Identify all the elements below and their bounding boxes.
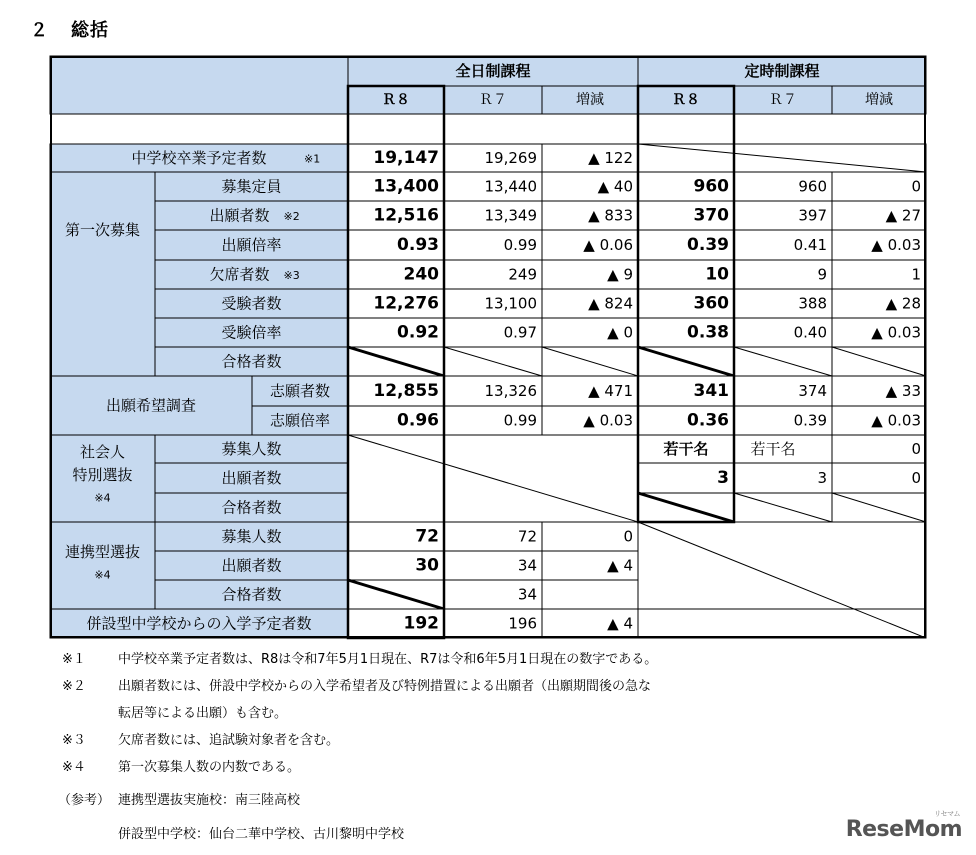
value-r7: 34: [517, 585, 537, 604]
value-r7: 若干名: [750, 440, 796, 458]
value-diff: ▲ 0.06: [583, 236, 633, 254]
empty-cell: [638, 609, 926, 638]
value-diff: ▲ 471: [588, 382, 633, 400]
value-diff: 0: [623, 527, 633, 546]
footnote-mark: ※１: [62, 652, 86, 667]
value-r7: 34: [517, 556, 537, 575]
reference-text: 連携型選抜実施校：南三陸高校: [118, 793, 301, 808]
value-diff: ▲ 833: [588, 206, 633, 225]
section-title: 総括: [71, 20, 109, 41]
row-label: 出願者数: [221, 469, 282, 487]
row-label: 欠席者数: [209, 265, 270, 284]
value-r7: 0.97: [503, 323, 537, 342]
group-label-social: 社会人: [79, 443, 126, 461]
group-label-social: 特別選抜: [72, 466, 133, 484]
value-r7: 249: [508, 265, 537, 284]
value-r8: 0.36: [687, 410, 729, 431]
value-r8: 3: [717, 468, 729, 488]
value-r8: 341: [693, 381, 729, 401]
value-r8: 13,400: [373, 176, 439, 197]
value-r8: 360: [693, 293, 729, 314]
value-r8: 0.93: [397, 235, 439, 255]
header-full-time-label: 全日制課程: [455, 62, 531, 80]
value-r8: 若干名: [663, 440, 709, 458]
row-label: 志願者数: [269, 382, 331, 400]
row-label-grad: 中学校卒業予定者数: [131, 149, 267, 167]
value-r7: 0.41: [793, 236, 827, 254]
header-subcolumn-label: 増減: [576, 92, 604, 108]
row-label: 合格者数: [221, 585, 282, 604]
value-r8: 0.39: [687, 235, 729, 255]
value-r7: 374: [798, 382, 827, 400]
value-r7: 397: [798, 206, 827, 225]
header-subcolumn-label: Ｒ８: [382, 92, 410, 108]
value-r7: 196: [508, 614, 537, 633]
group-label-cell: [50, 522, 155, 609]
value-diff: ▲ 0.03: [871, 323, 921, 342]
footnote-text: 第一次募集人数の内数である。: [118, 760, 301, 775]
value-r7: 0.40: [793, 323, 827, 342]
value-r8: 192: [403, 613, 439, 634]
footnote-mark: ※４: [62, 760, 86, 775]
value-r7: 9: [817, 265, 827, 284]
row-note-grad: ※1: [304, 152, 321, 166]
value-r8: 12,516: [373, 205, 439, 226]
value-r7: 13,440: [484, 177, 537, 196]
value-r7: 3: [817, 469, 827, 487]
row-label: 募集人数: [221, 440, 282, 458]
value-diff: ▲ 28: [885, 294, 921, 313]
header-subcolumn-label: Ｒ７: [769, 92, 797, 108]
value-diff: ▲ 0.03: [871, 411, 921, 430]
row-label: 受験者数: [221, 294, 282, 313]
footnote-text: 転居等による出願）も含む。: [118, 706, 288, 721]
value-r7: 960: [798, 177, 827, 196]
logo-text: ReseMom: [845, 817, 962, 842]
empty-cell: [542, 580, 638, 609]
group-label-survey: 出願希望調査: [105, 396, 197, 415]
value-r7: 0.99: [503, 411, 537, 430]
value-diff: 0: [911, 177, 921, 196]
value-r7: 0.99: [503, 236, 537, 254]
group-label-link-note: ※4: [94, 568, 111, 582]
row-label: 出願者数: [221, 556, 282, 575]
value-diff: ▲ 824: [588, 294, 633, 313]
group-label-social-note: ※4: [94, 491, 111, 505]
value-r8: 960: [693, 176, 729, 197]
row-note: ※3: [283, 269, 300, 282]
footnote-mark: ※２: [62, 679, 86, 694]
section-heading: [30, 16, 109, 42]
value-r7: 13,349: [484, 206, 537, 225]
value-r8: 19,147: [373, 148, 439, 168]
row-note: ※2: [283, 210, 300, 223]
value-diff: ▲ 0.03: [871, 236, 921, 254]
value-r7: 19,269: [484, 149, 537, 167]
value-diff: 0: [911, 469, 921, 487]
row-label: 合格者数: [221, 352, 282, 371]
reference-text: 併設型中学校：仙台二華中学校、古川黎明中学校: [118, 827, 405, 842]
value-r7: 388: [798, 294, 827, 313]
value-diff: ▲ 33: [885, 382, 921, 400]
value-r8: 12,855: [373, 381, 439, 401]
logo-subtext: リセマム: [934, 810, 960, 818]
value-diff: ▲ 0.03: [583, 411, 633, 430]
value-diff: 1: [911, 265, 921, 284]
empty-cell: [638, 522, 926, 609]
value-r8: 30: [415, 555, 439, 576]
reference-mark: （参考）: [58, 793, 111, 808]
row-label: 募集人数: [221, 527, 282, 546]
value-diff: ▲ 27: [885, 206, 921, 225]
row-label: 募集定員: [221, 177, 282, 196]
row-label: 志願倍率: [269, 411, 331, 430]
value-diff: 0: [911, 440, 921, 458]
value-diff: ▲ 40: [597, 177, 633, 196]
row-label: 合格者数: [221, 498, 282, 517]
value-r8: 72: [415, 526, 439, 547]
value-r8: 370: [693, 205, 729, 226]
value-r7: 0.39: [793, 411, 827, 430]
value-r7: 13,326: [484, 382, 537, 400]
header-subcolumn-label: Ｒ７: [479, 92, 507, 108]
header-part-time-label: 定時制課程: [744, 62, 820, 80]
value-r7: 13,100: [484, 294, 537, 313]
summary-table: [50, 56, 926, 634]
value-diff: ▲ 4: [607, 556, 633, 575]
value-r8: 0.92: [397, 322, 439, 343]
value-r8: 240: [403, 264, 439, 285]
value-diff: ▲ 122: [588, 149, 633, 167]
row-label: 出願倍率: [221, 236, 282, 254]
value-diff: ▲ 4: [607, 614, 633, 633]
value-r8: 12,276: [373, 293, 439, 314]
header-subcolumn-label: 増減: [865, 92, 893, 108]
header-subcolumn-label: Ｒ８: [672, 92, 700, 108]
section-number: ２: [30, 20, 49, 41]
row-label: 出願者数: [209, 206, 270, 225]
footnote-mark: ※３: [62, 733, 86, 748]
value-r8: 0.96: [397, 410, 439, 431]
row-label: 受験倍率: [221, 323, 282, 342]
value-r8: 10: [705, 264, 729, 285]
row-label-combined: 併設型中学校からの入学予定者数: [86, 614, 312, 633]
footnote-text: 中学校卒業予定者数は、R8は令和7年5月1日現在、R7は令和6年5月1日現在の数字である。: [118, 652, 658, 667]
resemom-logo: [845, 810, 962, 842]
value-diff: ▲ 0: [607, 323, 633, 342]
footnote-text: 欠席者数には、追試験対象者を含む。: [118, 733, 340, 748]
group-label-cell: [50, 172, 155, 376]
header-corner-cell: [50, 56, 348, 114]
value-r7: 72: [517, 527, 537, 546]
group-label-first: 第一次募集: [64, 221, 141, 239]
group-label-link: 連携型選抜: [64, 543, 141, 561]
value-r8: 0.38: [687, 322, 729, 343]
footnote-text: 出願者数には、併設中学校からの入学希望者及び特例措置による出願者（出願期間後の急な: [118, 679, 652, 694]
value-diff: ▲ 9: [607, 265, 633, 284]
